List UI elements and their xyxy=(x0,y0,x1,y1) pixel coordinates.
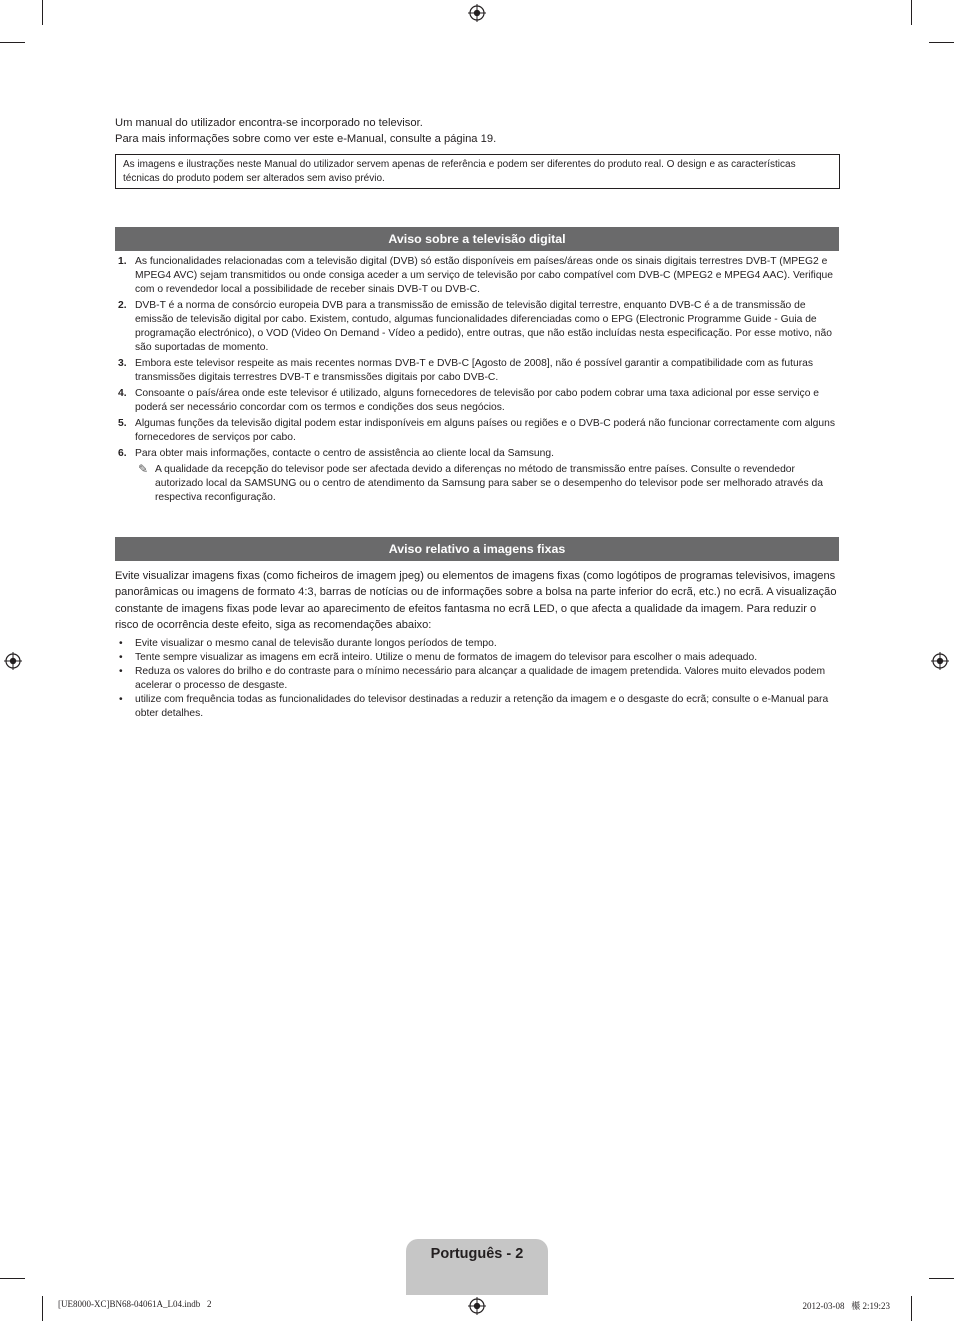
item-text: Para obter mais informações, contacte o centro de assistência ao cliente local da Samsung. xyxy=(135,448,554,459)
item-number: 6. xyxy=(118,448,127,459)
bullet-item xyxy=(115,665,839,693)
bullet-item xyxy=(115,651,839,665)
intro-line-1: Um manual do utilizador encontra-se incorporado no televisor. xyxy=(115,117,423,129)
bullet-item xyxy=(115,637,839,651)
crop-mark-bottom-right-v xyxy=(911,1296,912,1321)
print-slug-file: [UE8000-XC]BN68-04061A_L04.indb 2 xyxy=(58,1299,212,1309)
memo-note xyxy=(135,463,839,505)
crop-mark-bottom-left-h xyxy=(0,1278,25,1279)
list-item xyxy=(115,387,839,415)
list-item xyxy=(115,299,839,355)
bullet-dot-icon: • xyxy=(119,694,123,705)
disclaimer-box: As imagens e ilustrações neste Manual do utilizador servem apenas de referência e podem ser diferentes do produto real. O design e as características técnicas do produto podem ser alterados sem aviso prévio. xyxy=(115,154,840,189)
list-item xyxy=(115,417,839,445)
bullet-item xyxy=(115,693,839,721)
section-heading-still-images: Aviso relativo a imagens fixas xyxy=(115,537,839,561)
intro-line-2: Para mais informações sobre como ver este e-Manual, consulte a página 19. xyxy=(115,133,497,145)
section-heading-digital-tv: Aviso sobre a televisão digital xyxy=(115,227,839,251)
crop-mark-top-left-h xyxy=(0,42,25,43)
item-text: Algumas funções da televisão digital podem estar indisponíveis em alguns países ou regiões e o DVB-C poderá não funcionar correctamente com alguns fornecedores de serviços por cabo. xyxy=(135,418,836,443)
item-number: 4. xyxy=(118,388,127,399)
item-number: 5. xyxy=(118,418,127,429)
still-images-paragraph: Evite visualizar imagens fixas (como ficheiros de imagem jpeg) ou elementos de imagens fixas (como logótipos de programas televisivos, imagens panorâmicas ou imagens de formato 4:3, barras de notícias ou de informações sobre a bolsa na parte inferior do ecrã, etc.) no ecrã. A visualização constante de imagens fixas pode levar ao aparecimento de efeitos fantasma no ecrã LED, o que afecta a qualidade da imagem. Para reduzir o risco de ocorrência deste efeito, siga as recomendações abaixo: xyxy=(115,570,837,631)
intro-text xyxy=(115,115,839,147)
digital-tv-notice-list xyxy=(115,255,839,507)
item-text: DVB-T é a norma de consórcio europeia DVB para a transmissão de emissão de televisão digital terrestre, enquanto DVB-C é a de transmissão de emissão de televisão digital por cabo. Existem, contudo, algumas funcionalidades diferenciadas como o EPG (Electronic Programme Guide - Guia de programação electrónico), o VOD (Video On Demand - Vídeo a pedido), entre outras, que não estão incluídas nesta especificação. Por esse motivo, não são suportadas de momento. xyxy=(135,300,832,353)
page-number-tab xyxy=(406,1239,548,1295)
crop-mark-top-left-v xyxy=(42,0,43,25)
bullet-dot-icon: • xyxy=(119,638,123,649)
item-number: 2. xyxy=(118,300,127,311)
memo-text: A qualidade da recepção do televisor pode ser afectada devido a diferenças no método de transmissão entre países. Consulte o revendedor autorizado local da SAMSUNG ou o centro de atendimento da Samsung para saber se o desempenho do televisor pode ser melhorado através da respectiva reconfiguração. xyxy=(155,464,823,503)
crop-mark-bottom-left-v xyxy=(42,1296,43,1321)
list-item xyxy=(115,357,839,385)
bullet-text: Tente sempre visualizar as imagens em ecrã inteiro. Utilize o menu de formatos de imagem do televisor para escolher o mais adequado. xyxy=(135,652,758,663)
item-text: Consoante o país/área onde este televisor é utilizado, alguns fornecedores de televisão por cabo podem cobrar uma taxa adicional por esse serviço e poderá ser necessário concordar com os termos e condições dos seus negócios. xyxy=(135,388,820,413)
item-text: Embora este televisor respeite as mais recentes normas DVB-T e DVB-C [Agosto de 2008], não é possível garantir a compatibilidade com as futuras transmissões digitais terrestres DVB-T e transmissões digitais por cabo DVB-C. xyxy=(135,358,814,383)
list-item xyxy=(115,447,839,505)
bullet-text: utilize com frequência todas as funcionalidades do televisor destinadas a reduzir a retenção da imagem e o desgaste do ecrã; consulte o e-Manual para obter detalhes. xyxy=(135,694,829,719)
bullet-text: Evite visualizar o mesmo canal de televisão durante longos períodos de tempo. xyxy=(135,638,497,649)
registration-mark-top-icon xyxy=(468,4,486,22)
bullet-dot-icon: • xyxy=(119,652,123,663)
still-images-bullet-list xyxy=(115,637,839,721)
item-number: 1. xyxy=(118,256,127,267)
page-label: Português - 2 xyxy=(430,1246,524,1262)
pencil-note-icon: ✎ xyxy=(138,462,149,476)
bullet-dot-icon: • xyxy=(119,666,123,677)
item-number: 3. xyxy=(118,358,127,369)
registration-mark-right-icon xyxy=(931,652,949,670)
registration-mark-bottom-icon xyxy=(468,1297,486,1315)
item-text: As funcionalidades relacionadas com a televisão digital (DVB) só estão disponíveis em países/áreas onde os sinais digitais terrestres DVB-T (MPEG2 e MPEG4 AVC) sejam transmitidos ou onde consiga aceder a um serviço de televisão por cabo compatível com DVB-C (MPEG2 e MPEG4 AAC). Verifique com o revendedor local a possibilidade de receber sinais DVB-T ou DVB-C. xyxy=(135,256,834,295)
list-item xyxy=(115,255,839,297)
bullet-text: Reduza os valores do brilho e do contraste para o mínimo necessário para alcançar a qualidade de imagem pretendida. Valores muito elevados podem acelerar o processo de desgaste. xyxy=(135,666,826,691)
crop-mark-top-right-h xyxy=(929,42,954,43)
print-slug-timestamp: 2012-03-08 櫀 2:19:23 xyxy=(802,1301,890,1311)
registration-mark-left-icon xyxy=(4,652,22,670)
crop-mark-top-right-v xyxy=(911,0,912,25)
crop-mark-bottom-right-h xyxy=(929,1278,954,1279)
